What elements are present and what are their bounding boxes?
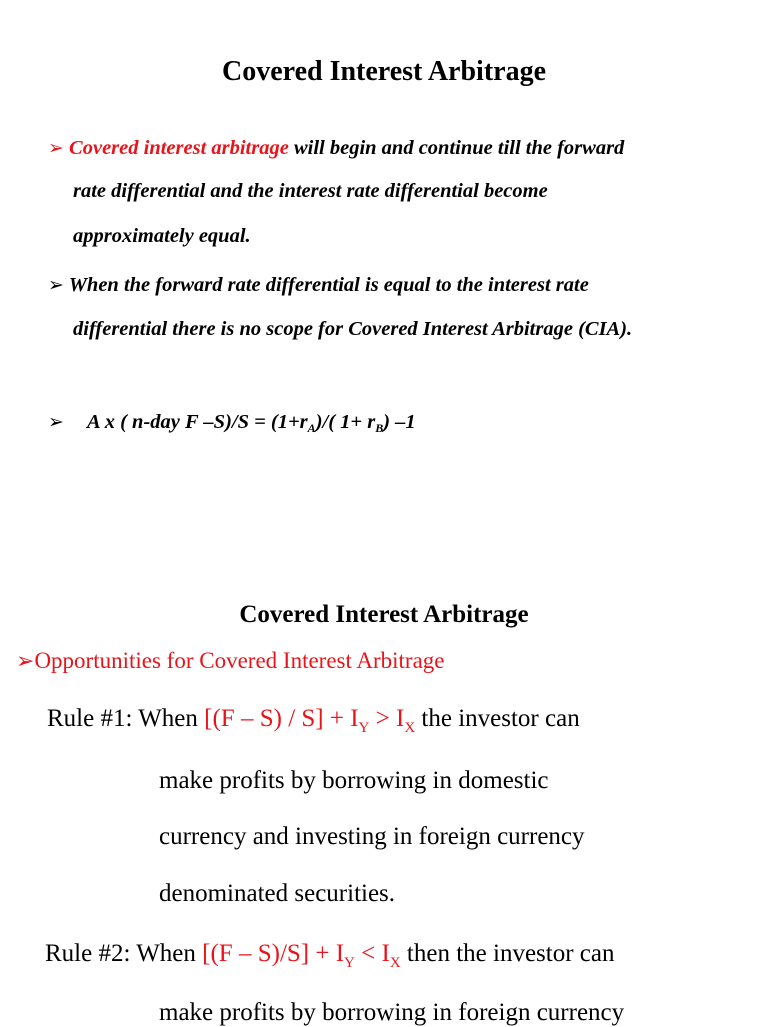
bullet1-line1 [48,137,624,160]
formula-part1: A x ( n-day F –S)/S = (1+r [87,411,308,433]
bullet1-highlight: Covered interest arbitrage [69,137,289,159]
rule1-condition [204,705,416,736]
subheading [16,648,444,674]
bullet-arrow-icon: ➢ [48,138,64,159]
bullet2-text: When the forward rate differential is equal to the interest rate [68,274,589,296]
formula-sub-a: A [307,421,316,435]
rule2-cond-b: < I [354,940,390,967]
bullet-arrow-icon: ➢ [48,275,64,296]
formula-part2: )/( 1+ r [315,411,376,433]
formula-part3: ) –1 [383,411,416,433]
bullet1-line3: approximately equal. [73,225,251,247]
rule2-sub-x: X [389,955,401,971]
formula-line [48,411,416,436]
rule2-line2: make profits by borrowing in foreign currency [159,999,625,1026]
rule2-cond-a: [(F – S)/S] + I [202,940,345,967]
slide2-title: Covered Interest Arbitrage [239,601,529,628]
bullet-arrow-icon: ➢ [48,412,64,433]
rule1-cond-a: [(F – S) / S] + I [204,705,359,732]
bullet2-line2: differential there is no scope for Covered Interest Arbitrage (CIA). [73,318,633,340]
rule1-sub-y: Y [358,720,370,736]
bullet1-rest: will begin and continue till the forward [288,137,625,159]
rule2-condition [202,940,401,971]
rule2-prefix: Rule #2: When [45,940,203,967]
formula-sub-b: B [375,421,384,435]
bullet-arrow-icon: ➢ [16,648,35,673]
slide1-title: Covered Interest Arbitrage [222,56,546,87]
rule1-prefix: Rule #1: When [47,705,205,732]
rule2-line1 [45,940,615,972]
rule1-line4: denominated securities. [159,880,396,907]
rule1-sub-x: X [404,720,416,736]
rule1-line1 [47,705,580,737]
bullet1-line2: rate differential and the interest rate differential become [73,180,548,202]
bullet2-line1 [48,274,589,297]
rule1-cond-b: > I [369,705,405,732]
rule1-line3: currency and investing in foreign currency [159,823,585,850]
rule2-suffix: then the investor can [400,940,615,967]
rule1-line2: make profits by borrowing in domestic [159,767,549,794]
rule1-suffix: the investor can [415,705,580,732]
subheading-text: Opportunities for Covered Interest Arbitrage [34,648,445,673]
rule2-sub-y: Y [344,955,355,971]
